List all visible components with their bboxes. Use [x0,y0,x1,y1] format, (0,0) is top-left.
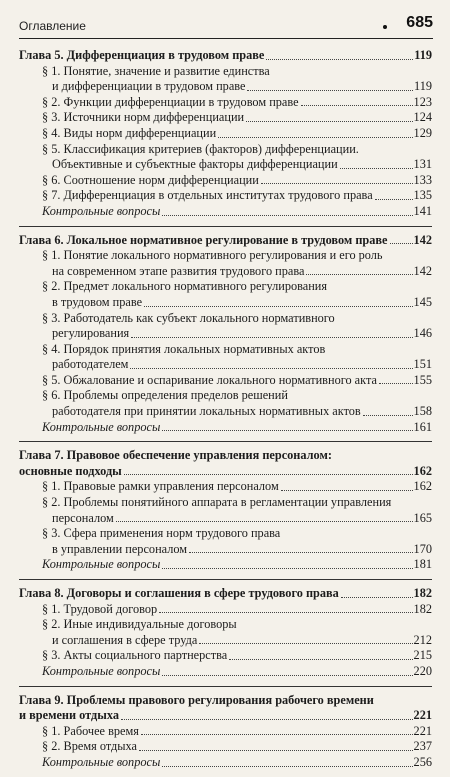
entry-line: § 2. Иные индивидуальные договоры [42,617,237,632]
bullet-icon [383,25,387,29]
entry-text: § 6. Соотношение норм дифференциации [42,172,259,187]
entry-last-line [42,126,432,142]
questions-entry [42,664,432,680]
dot-leader [144,306,413,307]
entry-page: 135 [413,188,432,203]
dot-leader [375,199,413,200]
dot-leader [363,415,413,416]
entry-line: § 2. Проблемы понятийного аппарата в регламентации управления [42,495,392,510]
dot-leader [162,568,412,569]
entry-page: 221 [413,708,432,723]
entry-page: 151 [413,357,432,372]
entry-last-line [19,464,432,480]
entry-line: § 4. Порядок принятия локальных нормативных актов [42,341,326,356]
dot-leader [301,105,413,106]
entry-text: § 2. Функции дифференциации в трудовом праве [42,94,299,109]
dot-leader [261,183,413,184]
entry-last-line [42,739,432,755]
dot-leader [124,474,413,475]
section-entry [42,388,432,419]
dot-leader [162,430,412,431]
entry-text: § 4. Виды норм дифференциации [42,125,217,140]
entry-last-line [42,157,432,173]
dot-leader [379,383,413,384]
entry-text: в трудовом праве [52,294,143,309]
entry-last-line [42,602,432,618]
dot-leader [281,490,413,491]
section-entry [42,617,432,648]
dot-leader [162,215,412,216]
section-entry [42,495,432,526]
entry-text: Глава 8. Договоры и соглашения в сфере трудового права [19,586,339,600]
entry-text: в управлении персоналом [52,541,188,556]
entry-page: 165 [413,510,432,525]
entry-last-line [42,648,432,664]
entry-text: работодателя при принятии локальных нормативных актов [52,404,361,419]
entry-page: 146 [413,326,432,341]
chapter-heading [19,448,432,479]
dot-leader [131,337,412,338]
chapter-block [19,441,432,573]
entry-last-line [42,173,432,189]
chapter-heading [19,48,432,64]
chapter-block [19,579,432,680]
entry-page: 212 [413,632,432,647]
entry-text: § 3. Источники норм дифференциации [42,110,245,125]
entry-text: Объективные и субъектные факторы дифференциации [52,157,338,172]
entry-text: Глава 5. Дифференциация в трудовом праве [19,48,265,62]
section-entry [42,188,432,204]
dot-leader [162,766,412,767]
entry-last-line [42,633,432,649]
entry-line: Глава 9. Проблемы правового регулирования рабочего времени [19,692,374,707]
entry-page: 215 [413,648,432,663]
entry-text: § 5. Обжалование и оспаривание локального нормативного акта [42,372,377,387]
entry-last-line [42,95,432,111]
entry-last-line [19,708,432,724]
dot-leader [199,643,412,644]
chapter-heading [19,233,432,249]
running-title: Оглавление [19,19,86,33]
section-entry [42,724,432,740]
entry-text: и дифференциации в трудовом праве [52,79,246,94]
entry-text: и времени отдыха [19,708,119,723]
entry-text: и соглашения в сфере труда [52,632,198,647]
dot-leader [246,121,412,122]
dot-leader [341,597,413,598]
chapter-block [19,226,432,436]
entry-line: Глава 7. Правовое обеспечение управления персоналом: [19,448,332,463]
dot-leader [266,59,413,60]
entry-text: § 1. Трудовой договор [42,601,158,616]
entry-line: § 2. Предмет локального нормативного регулирования [42,279,328,294]
dot-leader [229,659,412,660]
entry-text: на современном этапе развития трудового права [52,263,305,278]
chapter-heading [19,693,432,724]
section-list [19,479,432,573]
dot-leader [390,243,413,244]
entry-last-line [42,404,432,420]
section-entry [42,479,432,495]
entry-page: 170 [413,541,432,556]
entry-page: 182 [413,586,432,600]
questions-page: 141 [413,203,432,218]
dot-leader [130,368,412,369]
entry-text: § 3. Акты социального партнерства [42,648,228,663]
entry-last-line [19,48,432,64]
entry-page: 142 [413,263,432,278]
entry-page: 129 [413,125,432,140]
section-entry [42,602,432,618]
page-number: 685 [406,14,433,31]
entry-page: 123 [413,94,432,109]
questions-label: Контрольные вопросы [42,419,161,434]
running-header [19,12,433,39]
entry-last-line [42,542,432,558]
questions-label: Контрольные вопросы [42,557,161,572]
entry-page: 162 [413,463,432,478]
dot-leader [189,552,413,553]
entry-page: 124 [413,110,432,125]
entry-line: § 3. Работодатель как субъект локального нормативного [42,310,335,325]
entry-last-line [42,357,432,373]
entry-text: § 1. Рабочее время [42,723,139,738]
entry-text: персоналом [52,510,114,525]
entry-page: 131 [413,157,432,172]
dot-leader [116,521,413,522]
entry-line: § 1. Понятие, значение и развитие единства [42,63,270,78]
entry-last-line [42,326,432,342]
entry-page: 182 [413,601,432,616]
chapter-block [19,686,432,771]
questions-page: 220 [413,663,432,678]
entry-page: 119 [414,48,432,62]
entry-text: работодателем [52,357,129,372]
questions-label: Контрольные вопросы [42,203,161,218]
dot-leader [218,137,412,138]
chapter-block [19,48,432,220]
section-entry [42,279,432,310]
dot-leader [306,274,412,275]
section-entry [42,126,432,142]
dot-leader [141,734,413,735]
entry-last-line [42,110,432,126]
chapter-heading [19,586,432,602]
entry-text: основные подходы [19,463,122,478]
dot-leader [139,750,413,751]
questions-page: 161 [413,419,432,434]
dot-leader [162,675,412,676]
questions-page: 256 [413,754,432,769]
section-list [19,724,432,771]
entry-page: 145 [413,294,432,309]
entry-text: § 1. Правовые рамки управления персоналом [42,479,279,494]
entry-line: § 6. Проблемы определения пределов решений [42,388,288,403]
dot-leader [340,168,413,169]
entry-last-line [42,295,432,311]
section-list [19,602,432,680]
entry-text: § 7. Дифференциация в отдельных институтах трудового права [42,188,373,203]
entry-last-line [19,586,432,602]
entry-last-line [42,511,432,527]
entry-page: 237 [413,739,432,754]
entry-text: § 2. Время отдыха [42,739,138,754]
entry-last-line [42,264,432,280]
section-entry [42,173,432,189]
section-entry [42,739,432,755]
section-entry [42,342,432,373]
table-of-contents [19,48,432,777]
section-entry [42,110,432,126]
entry-page: 155 [413,372,432,387]
questions-entry [42,755,432,771]
entry-page: 119 [414,79,432,94]
questions-page: 181 [413,557,432,572]
entry-last-line [42,373,432,389]
section-list [19,64,432,220]
section-entry [42,64,432,95]
dot-leader [247,90,413,91]
dot-leader [121,719,413,720]
questions-entry [42,204,432,220]
entry-line: § 1. Понятие локального нормативного регулирования и его роль [42,248,383,263]
section-entry [42,373,432,389]
entry-last-line [42,479,432,495]
dot-leader [159,612,412,613]
section-entry [42,95,432,111]
entry-last-line [42,724,432,740]
questions-entry [42,557,432,573]
section-entry [42,648,432,664]
section-entry [42,311,432,342]
questions-entry [42,420,432,436]
entry-last-line [42,79,432,95]
section-entry [42,248,432,279]
entry-last-line [42,188,432,204]
section-list [19,248,432,435]
entry-text: регулирования [52,326,130,341]
section-entry [42,526,432,557]
entry-page: 133 [413,172,432,187]
section-entry [42,142,432,173]
entry-page: 142 [413,232,432,247]
entry-text: Глава 6. Локальное нормативное регулирование в трудовом праве [19,232,388,247]
questions-label: Контрольные вопросы [42,663,161,678]
questions-label: Контрольные вопросы [42,754,161,769]
entry-last-line [19,233,432,249]
entry-page: 162 [413,479,432,494]
entry-line: § 3. Сфера применения норм трудового права [42,526,281,541]
entry-page: 158 [413,404,432,419]
entry-page: 221 [413,723,432,738]
entry-line: § 5. Классификация критериев (факторов) дифференциации. [42,141,359,156]
